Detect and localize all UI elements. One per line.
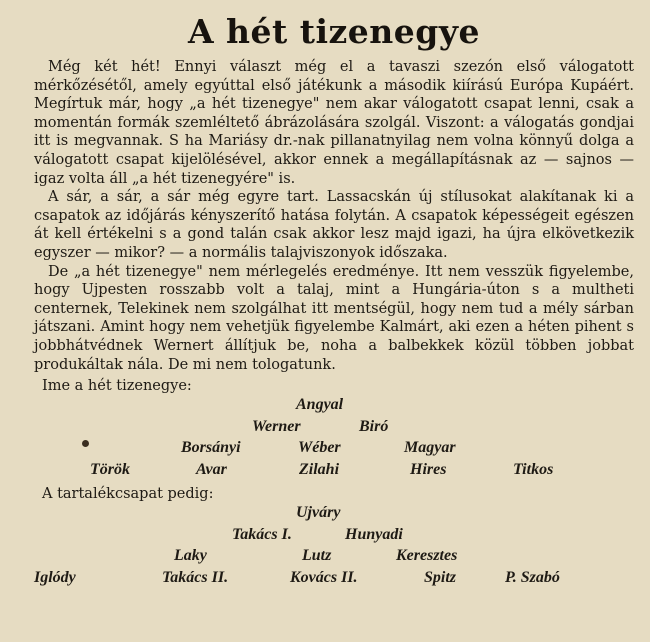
player-name: Biró [359,417,389,435]
reserve-goalkeeper-row [34,504,634,526]
player-name: Lutz [302,547,332,565]
player-name: Hunyadi [345,525,403,543]
player-name: Kovács II. [290,568,358,586]
paragraph-2: A sár, a sár, a sár még egyre tart. Lassacskán új stílusokat alakítanak ki a csapatok az időjárás kényszerítő hatása folytán. A csapatok képességeit egészen át kell értékelni s a gond talán csak akkor lesz majd igazi, ha újra elkövetkezik egyszer — mikor? — a normális talajviszonyok időszaka. [34,189,634,261]
reserve-intro: A tartalékcsapat pedig: [42,486,214,503]
team-goalkeeper-row [34,396,634,418]
team-lineup [34,396,634,482]
player-name: Laky [174,547,207,565]
player-name: Keresztes [396,547,458,565]
player-name: Wéber [298,439,341,457]
team-forwards-row [34,461,634,483]
player-name: Avar [196,460,227,478]
player-name: Werner [252,417,301,435]
player-name: Iglódy [34,568,76,586]
team-intro: Ime a hét tizenegye: [42,378,192,395]
player-name: Zilahi [299,460,340,478]
reserve-lineup [34,504,634,590]
player-name: Török [90,460,130,478]
player-name: Ujváry [296,504,341,522]
player-name: Magyar [404,439,456,457]
paragraph-1: Még két hét! Ennyi választ még el a tavaszi szezón első válogatott mérkőzésétől, amely egyúttal első játékunk a második kiírású Európa Kupáért. Megírtuk már, hogy „a hét tizenegye" nem akar válogatott csapat lenni, csak a momentán formák szemléltető ábrázolására szolgál. Viszont: a válogatás gondjai itt is megvannak. S ha Mariásy dr.-nak pillanatnyilag nem volna könnyű dolga a válogatott csapat kijelölésével, akkor ennek a megállapításnak az — sajnos — igaz volta áll „a hét tizenegyére" is. [34,59,634,187]
player-name: Spitz [424,568,457,586]
player-name: Hires [410,460,447,478]
player-name: Takács I. [232,525,292,543]
player-name: Titkos [513,460,554,478]
player-name: P. Szabó [505,568,560,586]
player-name: Angyal [296,396,344,414]
reserve-halfbacks-row [34,547,634,569]
player-name: Takács II. [162,568,229,586]
ink-spot [82,440,89,447]
paragraph-3: De „a hét tizenegye" nem mérlegelés eredménye. Itt nem vesszük figyelembe, hogy Ujpesten rosszabb volt a talaj, mint a Hungária-úton s a multheti centernek, Telekinek nem szolgálhat itt mentségül, hogy nem tud a mély sárban játszani. Amint hogy nem vehetjük figyelembe Kalmárt, aki ezen a héten pihent s jobbhátvédnek Wernert állítjuk be, noha a balbekkek közül többen jobbat produkáltak nála. De mi nem tologatunk. [34,263,634,373]
reserve-forwards-row [34,569,634,591]
reserve-backs-row [34,526,634,548]
player-name: Borsányi [181,439,241,457]
team-backs-row [34,418,634,440]
article-title: A hét tizenegye [187,12,481,51]
team-halfbacks-row [34,439,634,461]
